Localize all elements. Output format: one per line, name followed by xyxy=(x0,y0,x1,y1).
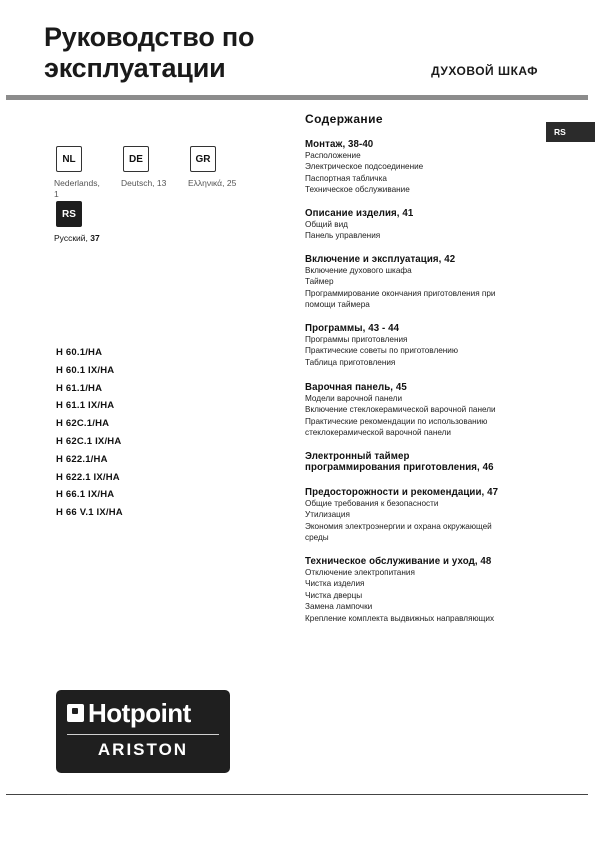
hotpoint-ariston-logo xyxy=(56,690,230,773)
footer-divider xyxy=(6,794,588,795)
toc-item[interactable]: Расположение xyxy=(305,151,361,160)
toc-item[interactable]: Общие требования к безопасности xyxy=(305,499,439,508)
language-label-de[interactable]: Deutsch, 13 xyxy=(121,178,167,188)
model-item: H 62C.1/HA xyxy=(56,418,110,430)
toc-item[interactable]: Экономия электроэнергии и охрана окружающей xyxy=(305,521,492,531)
toc-section-title[interactable]: Описание изделия, 41 xyxy=(305,208,414,219)
toc-item[interactable]: Включение стеклокерамической варочной панели xyxy=(305,405,496,415)
model-item: H 60.1/HA xyxy=(56,347,103,358)
toc-item[interactable]: Чистка изделия xyxy=(305,579,365,589)
language-label-gr[interactable]: Ελληνικά, 25 xyxy=(188,178,237,188)
toc-item[interactable]: Модели варочной панели xyxy=(305,394,403,403)
language-box-de[interactable]: DE xyxy=(123,146,149,172)
logo-divider xyxy=(67,734,219,735)
document-type: ДУХОВОЙ ШКАФ xyxy=(431,64,538,78)
toc-item[interactable]: Программы приготовления xyxy=(305,335,408,344)
toc-item[interactable]: Панель управления xyxy=(305,231,381,241)
toc-item[interactable]: Электрическое подсоединение xyxy=(305,162,424,172)
logo-sub-brand: ARISTON xyxy=(97,740,189,759)
toc-section-timer xyxy=(305,451,550,473)
toc-item[interactable]: помощи таймера xyxy=(305,300,370,310)
model-item: H 61.1 IX/HA xyxy=(56,400,115,412)
toc-item[interactable]: среды xyxy=(305,533,329,543)
contents-heading: Содержание xyxy=(305,112,383,126)
language-label-nl[interactable]: Nederlands, 1 xyxy=(54,178,100,199)
toc-section-precautions xyxy=(305,487,550,544)
language-box-rs[interactable]: RS xyxy=(56,201,82,227)
toc-section-description xyxy=(305,208,550,242)
toc-item[interactable]: Утилизация xyxy=(305,510,350,520)
toc-section-operation xyxy=(305,254,550,311)
toc-item[interactable]: Паспортная табличка xyxy=(305,173,387,183)
toc-section-title[interactable]: Включение и эксплуатация, 42 xyxy=(305,254,456,265)
toc-item[interactable]: Таблица приготовления xyxy=(305,357,396,367)
toc-section-title[interactable]: Предосторожности и рекомендации, 47 xyxy=(305,487,499,498)
toc-section-title[interactable]: Программы, 43 - 44 xyxy=(305,323,400,334)
toc-item[interactable]: Практические советы по приготовлению xyxy=(305,346,459,356)
language-side-tab: RS xyxy=(546,122,595,142)
toc-section-title[interactable]: Электронный таймер xyxy=(305,451,410,462)
model-item: H 60.1 IX/HA xyxy=(56,364,115,376)
language-box-gr[interactable]: GR xyxy=(190,146,216,172)
toc-item[interactable]: Техническое обслуживание xyxy=(305,185,410,195)
header-divider xyxy=(6,95,588,100)
title-line-1: Руководство по xyxy=(44,22,255,52)
toc-section-title[interactable]: Техническое обслуживание и уход, 48 xyxy=(305,556,492,567)
toc-item[interactable]: Замена лампочки xyxy=(305,602,373,612)
brand-mark-icon xyxy=(67,704,84,722)
toc-section-title[interactable]: Варочная панель, 45 xyxy=(305,382,407,393)
toc-section-installation xyxy=(305,139,550,196)
toc-section-title-line2[interactable]: программирования приготовления, 46 xyxy=(305,462,494,473)
title-line-2: эксплуатации xyxy=(44,53,226,83)
model-item: H 622.1/HA xyxy=(56,453,108,465)
toc-item[interactable]: стеклокерамической варочной панели xyxy=(305,428,451,438)
toc-item[interactable]: Отключение электропитания xyxy=(305,568,415,577)
toc-item[interactable]: Крепление комплекта выдвижных направляющих xyxy=(305,613,495,623)
toc-item[interactable]: Таймер xyxy=(305,277,334,287)
toc-section-title[interactable]: Монтаж, 38-40 xyxy=(305,139,374,150)
model-item: H 61.1/HA xyxy=(56,382,103,394)
toc-section-programs xyxy=(305,323,550,368)
document-title xyxy=(44,22,254,84)
toc-item[interactable]: Чистка дверцы xyxy=(305,590,363,600)
model-item: H 66.1 IX/HA xyxy=(56,489,115,501)
toc-item[interactable]: Общий вид xyxy=(305,220,348,229)
language-box-nl[interactable]: NL xyxy=(56,146,82,172)
language-label-rs[interactable]: Русский, 37 xyxy=(54,233,100,243)
toc-section-hob xyxy=(305,382,550,439)
toc-item[interactable]: Практические рекомендации по использованию xyxy=(305,416,488,426)
toc-item[interactable]: Программирование окончания приготовления при xyxy=(305,288,496,298)
model-item: H 66 V.1 IX/HA xyxy=(56,507,123,519)
toc-item[interactable]: Включение духового шкафа xyxy=(305,266,412,275)
logo-brand: Hotpoint xyxy=(88,698,191,728)
model-list xyxy=(56,344,123,522)
toc-section-maintenance xyxy=(305,556,550,624)
model-item: H 62C.1 IX/HA xyxy=(56,435,122,447)
model-item: H 622.1 IX/HA xyxy=(56,471,120,483)
